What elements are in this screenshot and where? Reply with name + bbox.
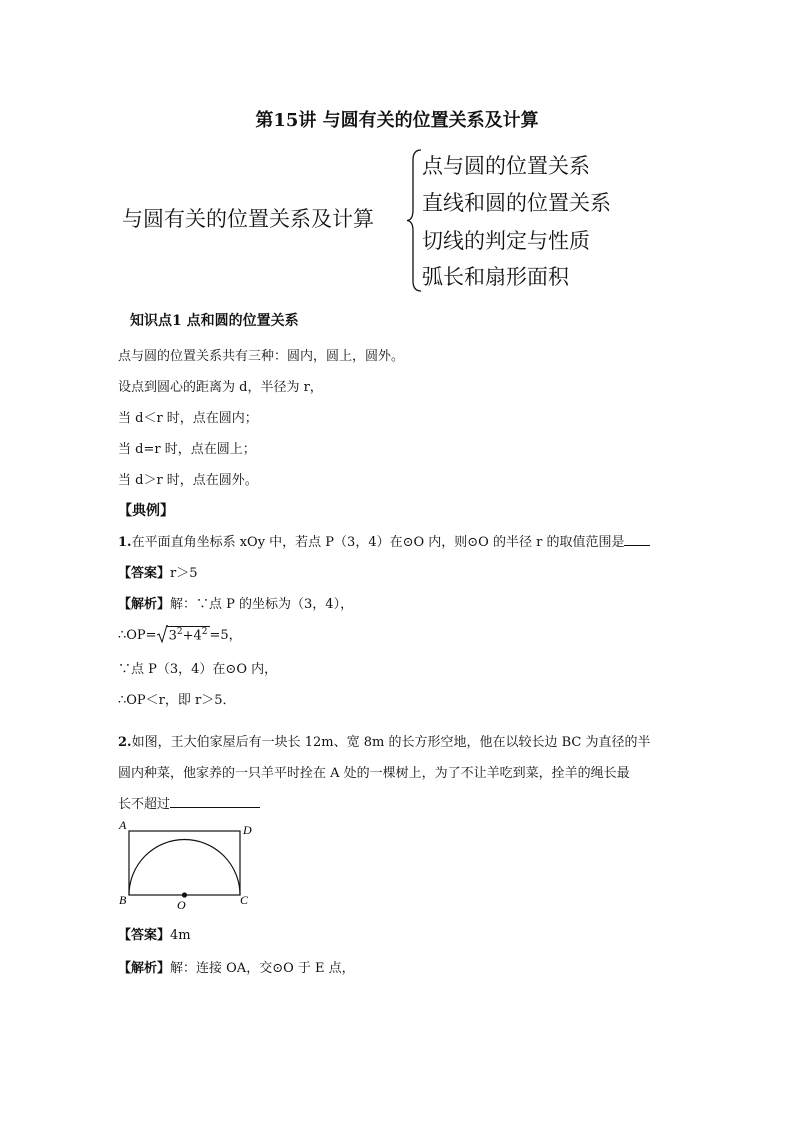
analysis-tag: 【解析】 bbox=[118, 961, 171, 976]
analysis-text: 解：∵点 P 的坐标为（3，4）， bbox=[170, 597, 354, 612]
example-2-question-line-1 bbox=[118, 731, 650, 750]
answer-tag: 【答案】 bbox=[118, 566, 171, 581]
text-line: 当 d=r 时，点在圆上； bbox=[118, 442, 256, 457]
example-number: 1. bbox=[118, 535, 132, 550]
section-heading: 知识点1 点和圆的位置关系 bbox=[130, 313, 299, 329]
answer-tag: 【答案】 bbox=[118, 928, 171, 943]
answer-blank bbox=[624, 532, 650, 546]
question-text: 如图，王大伯家屋后有一块长 12m、宽 8m 的长方形空地，他在以较长边 BC 为直径的半 bbox=[131, 735, 651, 750]
exponent-b: 2 bbox=[201, 626, 208, 637]
center-point bbox=[182, 892, 187, 897]
analysis-tag: 【解析】 bbox=[118, 597, 171, 612]
concept-branch-1: 点与圆的位置关系 bbox=[422, 154, 590, 178]
semicircle bbox=[129, 840, 240, 896]
geometry-figure bbox=[115, 818, 265, 913]
example-2-analysis bbox=[118, 957, 355, 976]
label-d: D bbox=[243, 823, 252, 837]
exponent-a: 2 bbox=[176, 626, 183, 637]
text-line: 当 d＜r 时，点在圆内； bbox=[118, 411, 258, 426]
label-c: C bbox=[240, 893, 249, 907]
example-1-question bbox=[118, 531, 650, 550]
radical-sign-icon bbox=[157, 625, 168, 643]
text-line: 设点到圆心的距离为 d，半径为 r， bbox=[118, 380, 323, 395]
text-line: ∴OP＜r，即 r＞5． bbox=[118, 693, 236, 708]
example-2-question-line-3 bbox=[118, 793, 260, 812]
concept-branch-2: 直线和圆的位置关系 bbox=[422, 191, 611, 215]
answer-text: r＞5 bbox=[170, 566, 198, 581]
sqrt-formula-line bbox=[118, 624, 242, 643]
text-line: 点与圆的位置关系共有三种：圆内，圆上，圆外。 bbox=[118, 349, 405, 364]
label-b: B bbox=[119, 893, 127, 907]
formula-prefix: ∴OP= bbox=[118, 628, 157, 643]
sqrt-expression bbox=[157, 626, 210, 643]
example-2-answer bbox=[118, 924, 191, 943]
text-line: ∵点 P（3，4）在⊙O 内， bbox=[118, 662, 278, 677]
concept-branch-3: 切线的判定与性质 bbox=[422, 229, 590, 253]
page-title: 第15讲 与圆有关的位置关系及计算 bbox=[255, 110, 539, 131]
label-o: O bbox=[177, 898, 186, 912]
label-a: A bbox=[119, 818, 127, 832]
example-number: 2. bbox=[118, 735, 132, 750]
answer-text: 4m bbox=[170, 928, 191, 943]
formula-suffix: =5， bbox=[209, 628, 242, 643]
example-1-answer bbox=[118, 562, 198, 581]
text-line: 当 d＞r 时，点在圆外。 bbox=[118, 473, 258, 488]
radicand-plus: +4 bbox=[182, 628, 202, 643]
concept-branch-4: 弧长和扇形面积 bbox=[422, 265, 569, 289]
concept-map-main: 与圆有关的位置关系及计算 bbox=[122, 207, 374, 231]
examples-heading: 【典例】 bbox=[118, 503, 174, 519]
analysis-text: 解：连接 OA，交⊙O 于 E 点， bbox=[170, 961, 355, 976]
answer-blank bbox=[170, 794, 260, 808]
question-text: 长不超过 bbox=[118, 797, 171, 812]
radicand-a: 3 bbox=[168, 628, 177, 643]
example-2-question-line-2: 圆内种菜，他家养的一只羊平时拴在 A 处的一棵树上，为了不让羊吃到菜，拴羊的绳长最 bbox=[118, 766, 630, 781]
example-1-analysis bbox=[118, 593, 353, 612]
question-text: 在平面直角坐标系 xOy 中，若点 P（3，4）在⊙O 内，则⊙O 的半径 r 的取值范围是 bbox=[131, 535, 625, 550]
rectangle-abcd bbox=[129, 831, 240, 895]
